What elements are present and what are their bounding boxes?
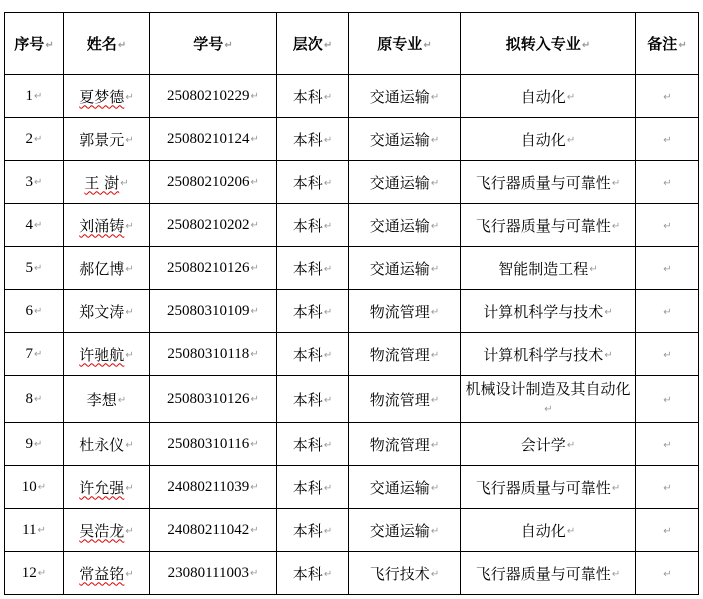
table-row	[5, 75, 699, 118]
cell-original-major: 交通运输↵	[349, 204, 461, 247]
header-original-major: 原专业↵	[349, 13, 461, 75]
header-remarks: 备注↵	[636, 13, 699, 75]
cell-target-major: 飞行器质量与可靠性↵	[461, 552, 636, 595]
cell-name: 夏梦德↵	[64, 75, 150, 118]
cell-remarks: ↵	[636, 204, 699, 247]
cell-target-major: 飞行器质量与可靠性↵	[461, 466, 636, 509]
cell-index: 2↵	[5, 118, 64, 161]
cell-remarks: ↵	[636, 466, 699, 509]
cell-student-id: 25080210126↵	[150, 247, 277, 290]
cell-name: 吴浩龙↵	[64, 509, 150, 552]
cell-original-major: 交通运输↵	[349, 75, 461, 118]
cell-index: 10↵	[5, 466, 64, 509]
cell-index: 7↵	[5, 333, 64, 376]
cell-level: 本科↵	[277, 161, 349, 204]
cell-index: 6↵	[5, 290, 64, 333]
table-row	[5, 204, 699, 247]
table-header-row	[5, 13, 699, 75]
table-row	[5, 466, 699, 509]
cell-student-id: 25080210229↵	[150, 75, 277, 118]
cell-target-major: 会计学↵	[461, 423, 636, 466]
table-row	[5, 290, 699, 333]
cell-student-id: 25080310126↵	[150, 376, 277, 423]
table-row	[5, 509, 699, 552]
cell-level: 本科↵	[277, 376, 349, 423]
cell-student-id: 25080210206↵	[150, 161, 277, 204]
cell-name: 王 澍↵	[64, 161, 150, 204]
cell-index: 3↵	[5, 161, 64, 204]
cell-level: 本科↵	[277, 247, 349, 290]
cell-name: 常益铭↵	[64, 552, 150, 595]
cell-name: 郝亿博↵	[64, 247, 150, 290]
cell-original-major: 物流管理↵	[349, 376, 461, 423]
cell-level: 本科↵	[277, 75, 349, 118]
cell-index: 11↵	[5, 509, 64, 552]
cell-index: 1↵	[5, 75, 64, 118]
cell-student-id: 23080111003↵	[150, 552, 277, 595]
cell-remarks: ↵	[636, 423, 699, 466]
cell-remarks: ↵	[636, 333, 699, 376]
header-index: 序号↵	[5, 13, 64, 75]
cell-index: 8↵	[5, 376, 64, 423]
cell-index: 12↵	[5, 552, 64, 595]
cell-level: 本科↵	[277, 204, 349, 247]
cell-target-major: 飞行器质量与可靠性↵	[461, 161, 636, 204]
cell-target-major: 自动化↵	[461, 509, 636, 552]
cell-remarks: ↵	[636, 376, 699, 423]
cell-index: 5↵	[5, 247, 64, 290]
cell-level: 本科↵	[277, 466, 349, 509]
cell-name: 杜永仪↵	[64, 423, 150, 466]
cell-student-id: 25080210124↵	[150, 118, 277, 161]
table-row	[5, 552, 699, 595]
cell-target-major: 计算机科学与技术↵	[461, 290, 636, 333]
cell-student-id: 25080210202↵	[150, 204, 277, 247]
cell-level: 本科↵	[277, 118, 349, 161]
cell-target-major: 飞行器质量与可靠性↵	[461, 204, 636, 247]
cell-target-major: 计算机科学与技术↵	[461, 333, 636, 376]
header-level: 层次↵	[277, 13, 349, 75]
cell-original-major: 交通运输↵	[349, 466, 461, 509]
header-name: 姓名↵	[64, 13, 150, 75]
cell-remarks: ↵	[636, 161, 699, 204]
table-row	[5, 376, 699, 423]
cell-remarks: ↵	[636, 118, 699, 161]
cell-target-major: 智能制造工程↵	[461, 247, 636, 290]
cell-name: 郭景元↵	[64, 118, 150, 161]
cell-name: 许驰航↵	[64, 333, 150, 376]
cell-original-major: 交通运输↵	[349, 161, 461, 204]
cell-level: 本科↵	[277, 290, 349, 333]
cell-student-id: 25080310116↵	[150, 423, 277, 466]
cell-student-id: 25080310109↵	[150, 290, 277, 333]
cell-student-id: 24080211042↵	[150, 509, 277, 552]
table-row	[5, 118, 699, 161]
cell-student-id: 25080310118↵	[150, 333, 277, 376]
cell-target-major: 自动化↵	[461, 75, 636, 118]
cell-level: 本科↵	[277, 423, 349, 466]
cell-original-major: 物流管理↵	[349, 290, 461, 333]
cell-remarks: ↵	[636, 290, 699, 333]
cell-original-major: 物流管理↵	[349, 333, 461, 376]
cell-original-major: 物流管理↵	[349, 423, 461, 466]
cell-level: 本科↵	[277, 552, 349, 595]
cell-target-major: 自动化↵	[461, 118, 636, 161]
cell-level: 本科↵	[277, 509, 349, 552]
cell-target-major: 机械设计制造及其自动化↵	[461, 376, 636, 423]
cell-student-id: 24080211039↵	[150, 466, 277, 509]
cell-index: 4↵	[5, 204, 64, 247]
cell-name: 李想↵	[64, 376, 150, 423]
cell-name: 许允强↵	[64, 466, 150, 509]
cell-original-major: 飞行技术↵	[349, 552, 461, 595]
cell-remarks: ↵	[636, 552, 699, 595]
cell-level: 本科↵	[277, 333, 349, 376]
cell-name: 郑文涛↵	[64, 290, 150, 333]
table-row	[5, 161, 699, 204]
table-row	[5, 333, 699, 376]
cell-remarks: ↵	[636, 509, 699, 552]
cell-name: 刘涌铸↵	[64, 204, 150, 247]
table-row	[5, 247, 699, 290]
transfer-roster-table	[4, 12, 699, 595]
cell-remarks: ↵	[636, 75, 699, 118]
header-target-major: 拟转入专业↵	[461, 13, 636, 75]
cell-original-major: 交通运输↵	[349, 118, 461, 161]
table-body	[5, 75, 699, 595]
cell-original-major: 交通运输↵	[349, 509, 461, 552]
cell-original-major: 交通运输↵	[349, 247, 461, 290]
cell-index: 9↵	[5, 423, 64, 466]
cell-remarks: ↵	[636, 247, 699, 290]
table-row	[5, 423, 699, 466]
header-student-id: 学号↵	[150, 13, 277, 75]
